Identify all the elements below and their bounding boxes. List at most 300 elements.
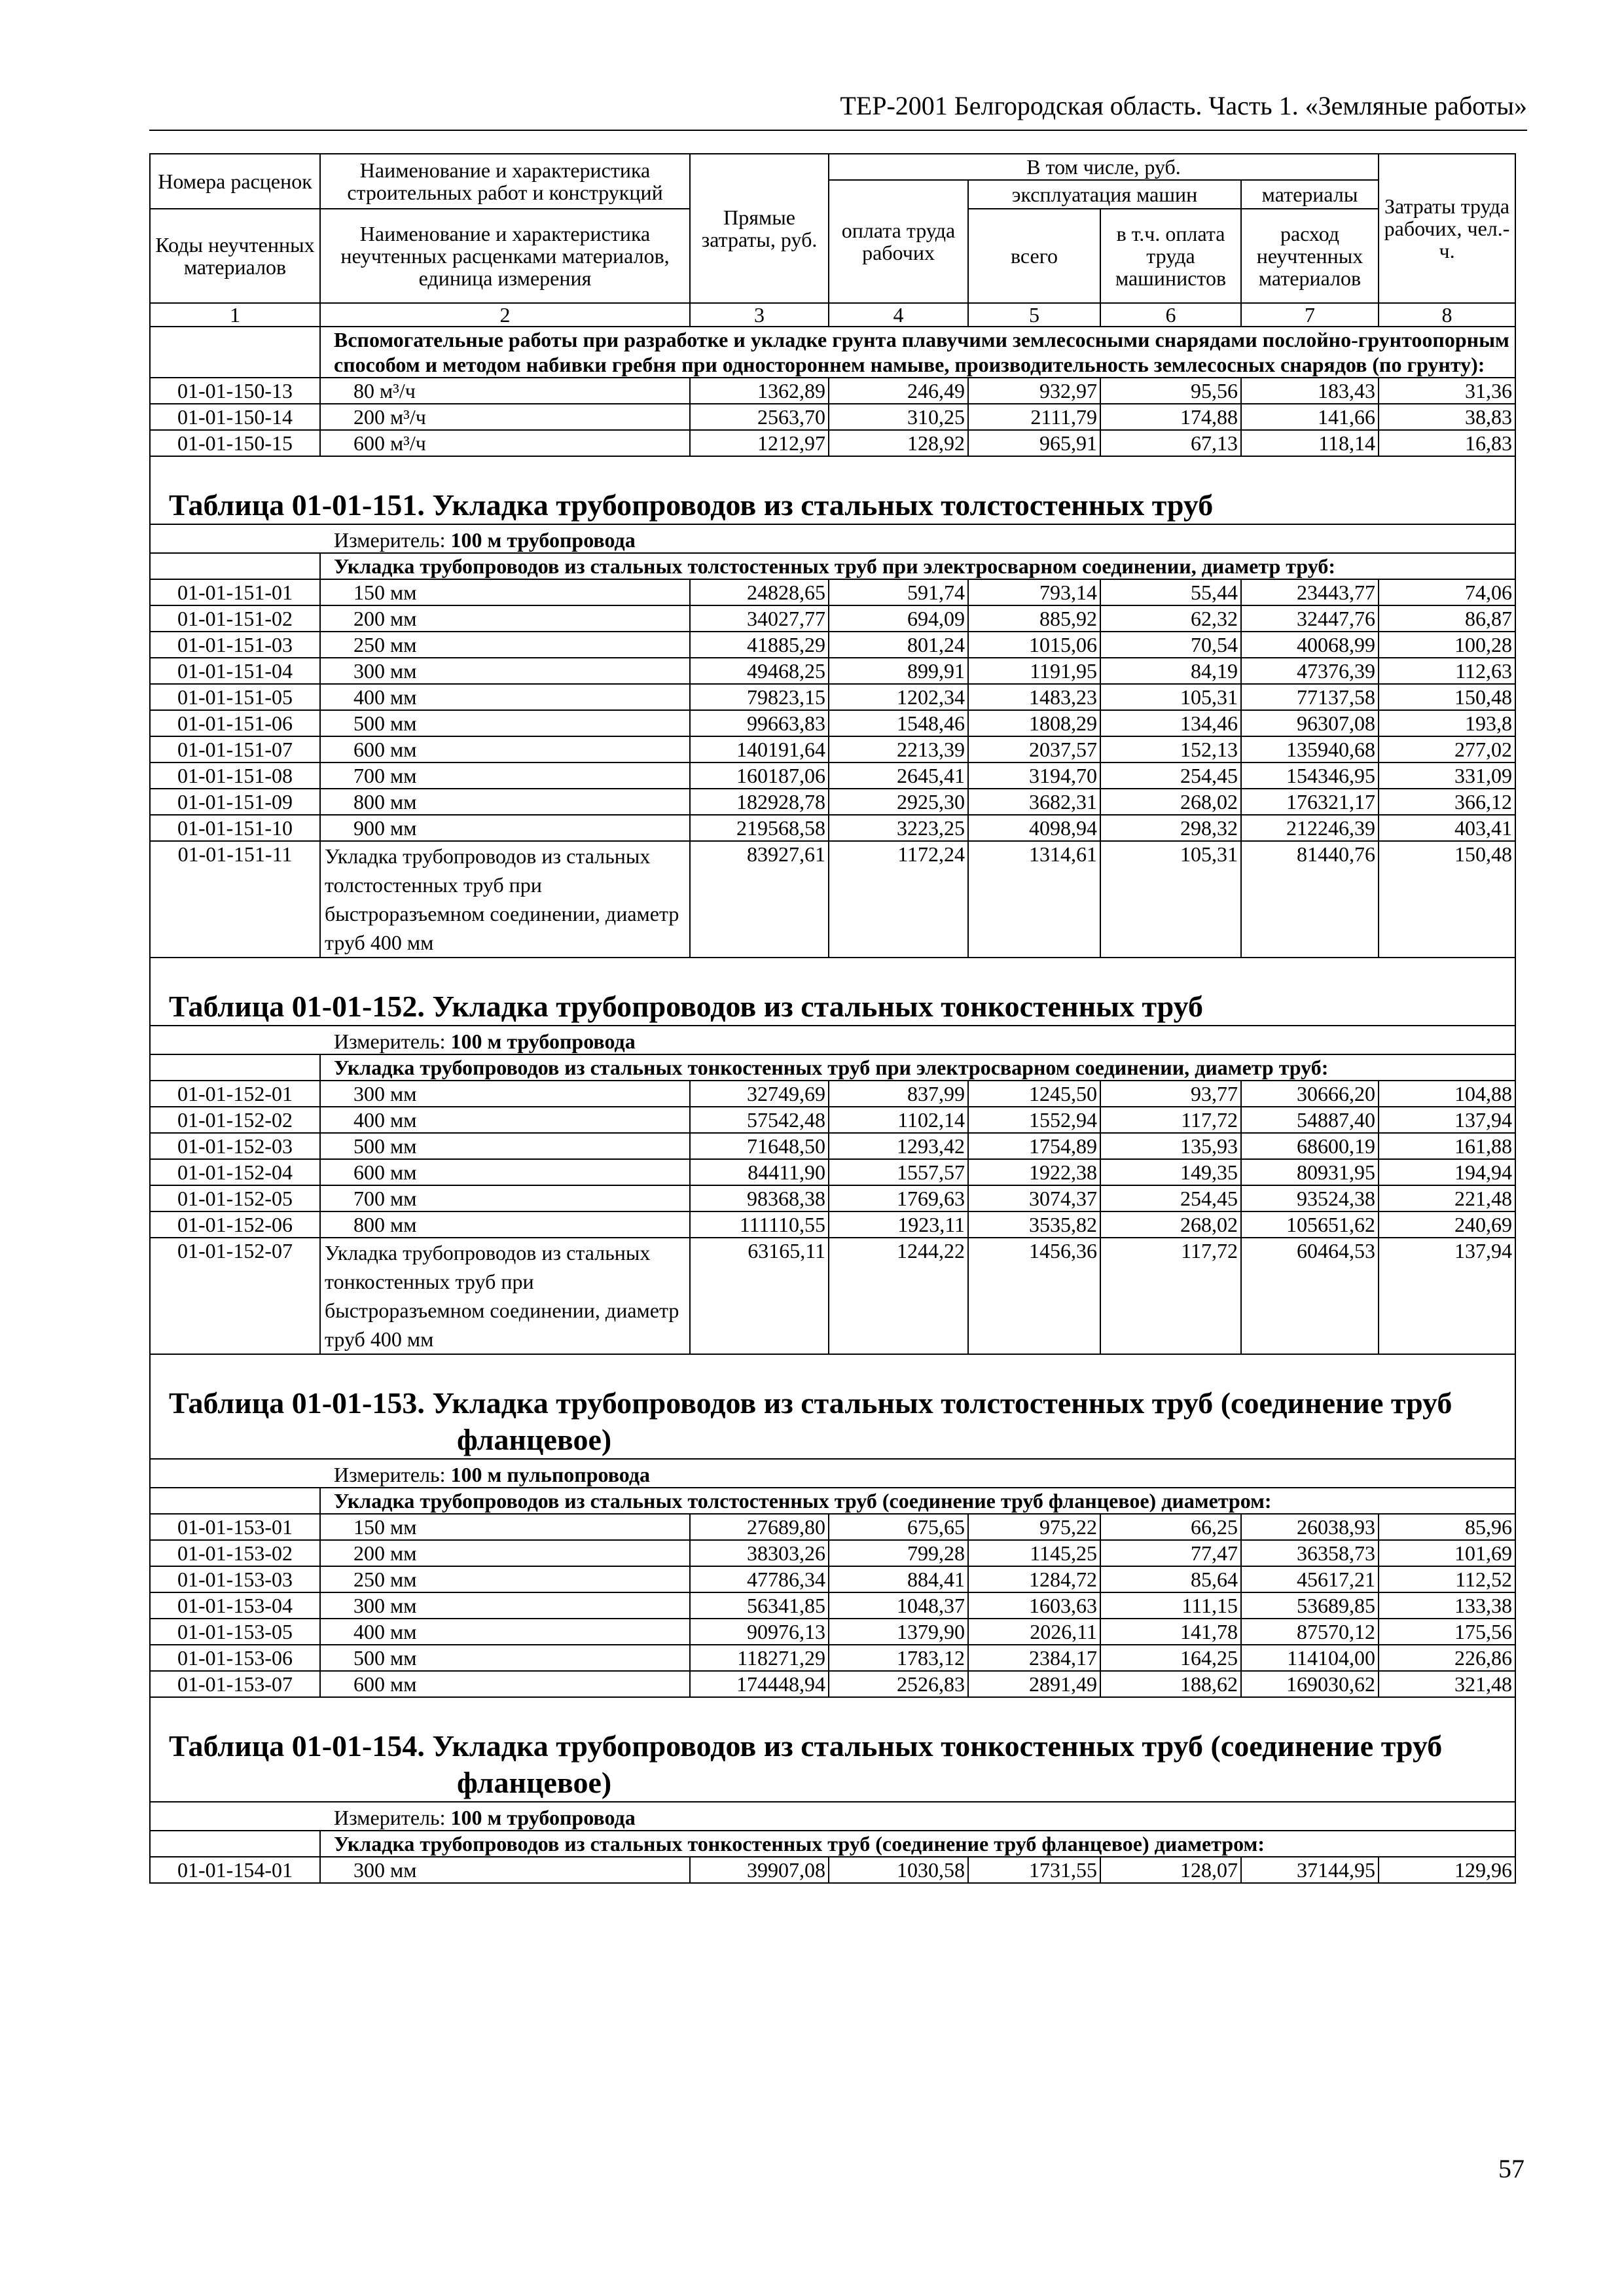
worker-wages: 2645,41	[829, 762, 968, 789]
machines-total: 1808,29	[968, 710, 1100, 736]
labor-hours: 194,94	[1379, 1159, 1515, 1185]
materials-cost: 135940,68	[1241, 736, 1379, 762]
labor-hours: 112,52	[1379, 1566, 1515, 1592]
rate-code: 01-01-151-01	[150, 579, 320, 605]
worker-wages: 1244,22	[829, 1238, 968, 1354]
rate-code: 01-01-152-04	[150, 1159, 320, 1185]
machinist-wages: 93,77	[1100, 1081, 1241, 1107]
column-number: 7	[1241, 303, 1379, 327]
direct-costs: 84411,90	[690, 1159, 829, 1185]
machines-total: 3194,70	[968, 762, 1100, 789]
rate-code: 01-01-153-06	[150, 1645, 320, 1671]
labor-hours: 240,69	[1379, 1211, 1515, 1238]
work-name: 500 мм	[320, 710, 690, 736]
work-name: 600 мм	[320, 1159, 690, 1185]
labor-hours: 226,86	[1379, 1645, 1515, 1671]
direct-costs: 174448,94	[690, 1671, 829, 1697]
rate-code: 01-01-152-05	[150, 1185, 320, 1211]
direct-costs: 1362,89	[690, 378, 829, 404]
machines-total: 965,91	[968, 430, 1100, 456]
table-row	[150, 404, 1515, 430]
labor-hours: 104,88	[1379, 1081, 1515, 1107]
header-direct-costs: Прямые затраты, руб.	[690, 154, 829, 303]
machines-total: 1922,38	[968, 1159, 1100, 1185]
work-name: 500 мм	[320, 1645, 690, 1671]
work-name: 300 мм	[320, 1857, 690, 1883]
measure-row	[150, 1459, 1515, 1488]
rate-code: 01-01-153-03	[150, 1566, 320, 1592]
machines-total: 1284,72	[968, 1566, 1100, 1592]
machines-total: 3682,31	[968, 789, 1100, 815]
table-row	[150, 1592, 1515, 1619]
table-row	[150, 1185, 1515, 1211]
machinist-wages: 105,31	[1100, 841, 1241, 958]
work-name: 300 мм	[320, 1081, 690, 1107]
table-row	[150, 762, 1515, 789]
table-row	[150, 378, 1515, 404]
labor-hours: 16,83	[1379, 430, 1515, 456]
worker-wages: 1783,12	[829, 1645, 968, 1671]
worker-wages: 2526,83	[829, 1671, 968, 1697]
header-machine-operation: эксплуатация машин	[968, 180, 1241, 209]
work-name: 600 м³/ч	[320, 430, 690, 456]
machines-total: 4098,94	[968, 815, 1100, 841]
worker-wages: 675,65	[829, 1514, 968, 1540]
direct-costs: 219568,58	[690, 815, 829, 841]
work-name: Укладка трубопроводов из стальных тонкостенных труб при быстроразъемном соединении, диаметр труб 400 мм	[320, 1238, 690, 1354]
rate-code: 01-01-151-06	[150, 710, 320, 736]
rate-code: 01-01-151-08	[150, 762, 320, 789]
work-name: 500 мм	[320, 1133, 690, 1159]
materials-cost: 105651,62	[1241, 1211, 1379, 1238]
direct-costs: 63165,11	[690, 1238, 829, 1354]
rate-code: 01-01-151-07	[150, 736, 320, 762]
measure-cell	[150, 1026, 1515, 1054]
table-title: Таблица 01-01-154. Укладка трубопроводов из стальных тонкостенных труб (соединение труб фланцевое)	[169, 1729, 1443, 1799]
direct-costs: 98368,38	[690, 1185, 829, 1211]
table-row	[150, 1619, 1515, 1645]
rate-code: 01-01-151-03	[150, 632, 320, 658]
worker-wages: 799,28	[829, 1540, 968, 1566]
work-name: 400 мм	[320, 684, 690, 710]
machinist-wages: 298,32	[1100, 815, 1241, 841]
header-material-names: Наименование и характеристика неучтенных расценками материалов, единица измерения	[320, 209, 690, 303]
machinist-wages: 149,35	[1100, 1159, 1241, 1185]
labor-hours: 403,41	[1379, 815, 1515, 841]
group-title: Укладка трубопроводов из стальных толстостенных труб (соединение труб фланцевое) диаметром:	[320, 1488, 1515, 1514]
header-labor-costs: Затраты труда рабочих, чел.-ч.	[1379, 154, 1515, 303]
labor-hours: 137,94	[1379, 1238, 1515, 1354]
labor-hours: 221,48	[1379, 1185, 1515, 1211]
direct-costs: 39907,08	[690, 1857, 829, 1883]
rate-code: 01-01-153-07	[150, 1671, 320, 1697]
labor-hours: 38,83	[1379, 404, 1515, 430]
table-row	[150, 1081, 1515, 1107]
measure-cell	[150, 1459, 1515, 1488]
labor-hours: 101,69	[1379, 1540, 1515, 1566]
rate-code: 01-01-152-02	[150, 1107, 320, 1133]
column-numbers-row	[150, 303, 1515, 327]
worker-wages: 246,49	[829, 378, 968, 404]
work-name: 800 мм	[320, 789, 690, 815]
rate-code: 01-01-153-01	[150, 1514, 320, 1540]
machinist-wages: 134,46	[1100, 710, 1241, 736]
table-title-cell	[150, 958, 1515, 1026]
labor-hours: 129,96	[1379, 1857, 1515, 1883]
table-row	[150, 605, 1515, 632]
machinist-wages: 135,93	[1100, 1133, 1241, 1159]
direct-costs: 140191,64	[690, 736, 829, 762]
rate-code: 01-01-151-02	[150, 605, 320, 632]
header-rate-numbers: Номера расценок	[150, 154, 320, 209]
header-machines-total: всего	[968, 209, 1100, 303]
direct-costs: 118271,29	[690, 1645, 829, 1671]
group-title-spacer	[150, 1488, 320, 1514]
table-title-row	[150, 1354, 1515, 1459]
table-row	[150, 1133, 1515, 1159]
materials-cost: 118,14	[1241, 430, 1379, 456]
machinist-wages: 62,32	[1100, 605, 1241, 632]
worker-wages: 591,74	[829, 579, 968, 605]
header-rule	[149, 130, 1527, 131]
work-name: 600 мм	[320, 736, 690, 762]
column-number: 8	[1379, 303, 1515, 327]
machinist-wages: 95,56	[1100, 378, 1241, 404]
direct-costs: 47786,34	[690, 1566, 829, 1592]
measure-value: 100 м трубопровода	[450, 1806, 636, 1829]
machines-total: 793,14	[968, 579, 1100, 605]
table-row	[150, 1671, 1515, 1697]
materials-cost: 77137,58	[1241, 684, 1379, 710]
group-title-row	[150, 1488, 1515, 1514]
machinist-wages: 55,44	[1100, 579, 1241, 605]
materials-cost: 169030,62	[1241, 1671, 1379, 1697]
worker-wages: 837,99	[829, 1081, 968, 1107]
machinist-wages: 111,15	[1100, 1592, 1241, 1619]
materials-cost: 114104,00	[1241, 1645, 1379, 1671]
group-title: Укладка трубопроводов из стальных толстостенных труб при электросварном соединении, диаметр труб:	[320, 553, 1515, 579]
work-name: 600 мм	[320, 1671, 690, 1697]
materials-cost: 23443,77	[1241, 579, 1379, 605]
group-title: Вспомогательные работы при разработке и укладке грунта плавучими землесосными снарядами послойно-грунтоопорным способом и методом набивки гребня при одностороннем намыве, производительность землесосных снарядов (по грунту):	[320, 327, 1515, 378]
direct-costs: 32749,69	[690, 1081, 829, 1107]
materials-cost: 68600,19	[1241, 1133, 1379, 1159]
direct-costs: 56341,85	[690, 1592, 829, 1619]
column-number: 6	[1100, 303, 1241, 327]
measure-value: 100 м трубопровода	[450, 528, 636, 552]
header-including: В том числе, руб.	[829, 154, 1379, 180]
group-title: Укладка трубопроводов из стальных тонкостенных труб (соединение труб фланцевое) диаметром:	[320, 1831, 1515, 1857]
machinist-wages: 66,25	[1100, 1514, 1241, 1540]
direct-costs: 27689,80	[690, 1514, 829, 1540]
measure-label: Измеритель:	[334, 528, 446, 552]
table-row	[150, 430, 1515, 456]
table-row	[150, 1159, 1515, 1185]
rate-code: 01-01-153-02	[150, 1540, 320, 1566]
page-number: 57	[1498, 2154, 1525, 2183]
measure-label: Измеритель:	[334, 1030, 446, 1053]
machinist-wages: 77,47	[1100, 1540, 1241, 1566]
work-name: Укладка трубопроводов из стальных толстостенных труб при быстроразъемном соединении, диаметр труб 400 мм	[320, 841, 690, 958]
table-title-row	[150, 1697, 1515, 1802]
worker-wages: 1202,34	[829, 684, 968, 710]
table-row	[150, 710, 1515, 736]
table-row	[150, 1540, 1515, 1566]
work-name: 700 мм	[320, 762, 690, 789]
worker-wages: 2213,39	[829, 736, 968, 762]
machines-total: 1145,25	[968, 1540, 1100, 1566]
table-row	[150, 1566, 1515, 1592]
table-row	[150, 736, 1515, 762]
direct-costs: 79823,15	[690, 684, 829, 710]
table-row	[150, 1857, 1515, 1883]
materials-cost: 176321,17	[1241, 789, 1379, 815]
rate-code: 01-01-153-05	[150, 1619, 320, 1645]
materials-cost: 60464,53	[1241, 1238, 1379, 1354]
worker-wages: 801,24	[829, 632, 968, 658]
machinist-wages: 84,19	[1100, 658, 1241, 684]
rate-code: 01-01-151-05	[150, 684, 320, 710]
header-worker-wages: оплата труда рабочих	[829, 180, 968, 303]
machines-total: 2111,79	[968, 404, 1100, 430]
labor-hours: 137,94	[1379, 1107, 1515, 1133]
machines-total: 2037,57	[968, 736, 1100, 762]
work-name: 200 м³/ч	[320, 404, 690, 430]
worker-wages: 2925,30	[829, 789, 968, 815]
rate-code: 01-01-150-14	[150, 404, 320, 430]
table-row	[150, 658, 1515, 684]
work-name: 400 мм	[320, 1619, 690, 1645]
work-name: 800 мм	[320, 1211, 690, 1238]
machines-total: 1314,61	[968, 841, 1100, 958]
direct-costs: 41885,29	[690, 632, 829, 658]
worker-wages: 694,09	[829, 605, 968, 632]
machinist-wages: 117,72	[1100, 1238, 1241, 1354]
work-name: 300 мм	[320, 1592, 690, 1619]
work-name: 700 мм	[320, 1185, 690, 1211]
table-title-row	[150, 958, 1515, 1026]
machines-total: 1456,36	[968, 1238, 1100, 1354]
machinist-wages: 85,64	[1100, 1566, 1241, 1592]
rate-code: 01-01-152-06	[150, 1211, 320, 1238]
direct-costs: 111110,55	[690, 1211, 829, 1238]
labor-hours: 150,48	[1379, 684, 1515, 710]
rates-table-area	[149, 153, 1515, 1884]
work-name: 200 мм	[320, 605, 690, 632]
worker-wages: 1769,63	[829, 1185, 968, 1211]
materials-cost: 93524,38	[1241, 1185, 1379, 1211]
labor-hours: 31,36	[1379, 378, 1515, 404]
direct-costs: 83927,61	[690, 841, 829, 958]
header-material-codes: Коды неучтенных материалов	[150, 209, 320, 303]
labor-hours: 150,48	[1379, 841, 1515, 958]
materials-cost: 45617,21	[1241, 1566, 1379, 1592]
materials-cost: 47376,39	[1241, 658, 1379, 684]
machinist-wages: 67,13	[1100, 430, 1241, 456]
materials-cost: 183,43	[1241, 378, 1379, 404]
table-title: Таблица 01-01-153. Укладка трубопроводов из стальных толстостенных труб (соединение труб фланцевое)	[169, 1386, 1453, 1456]
machinist-wages: 70,54	[1100, 632, 1241, 658]
worker-wages: 1172,24	[829, 841, 968, 958]
work-name: 80 м³/ч	[320, 378, 690, 404]
worker-wages: 128,92	[829, 430, 968, 456]
rates-table	[149, 153, 1516, 1884]
table-row	[150, 1107, 1515, 1133]
work-name: 150 мм	[320, 579, 690, 605]
table-row	[150, 1645, 1515, 1671]
rate-code: 01-01-154-01	[150, 1857, 320, 1883]
direct-costs: 24828,65	[690, 579, 829, 605]
table-row	[150, 579, 1515, 605]
measure-value: 100 м трубопровода	[450, 1030, 636, 1053]
work-name: 400 мм	[320, 1107, 690, 1133]
measure-value: 100 м пульпопровода	[450, 1463, 651, 1486]
table-row	[150, 841, 1515, 958]
machines-total: 885,92	[968, 605, 1100, 632]
column-number: 5	[968, 303, 1100, 327]
machinist-wages: 254,45	[1100, 1185, 1241, 1211]
direct-costs: 1212,97	[690, 430, 829, 456]
materials-cost: 40068,99	[1241, 632, 1379, 658]
labor-hours: 175,56	[1379, 1619, 1515, 1645]
rate-code: 01-01-152-03	[150, 1133, 320, 1159]
materials-cost: 30666,20	[1241, 1081, 1379, 1107]
table-title-cell	[150, 1354, 1515, 1459]
worker-wages: 1048,37	[829, 1592, 968, 1619]
machinist-wages: 268,02	[1100, 789, 1241, 815]
running-header: ТЕР-2001 Белгородская область. Часть 1. «Земляные работы»	[840, 91, 1527, 120]
materials-cost: 37144,95	[1241, 1857, 1379, 1883]
table-row	[150, 632, 1515, 658]
direct-costs: 2563,70	[690, 404, 829, 430]
worker-wages: 899,91	[829, 658, 968, 684]
table-row	[150, 789, 1515, 815]
machinist-wages: 164,25	[1100, 1645, 1241, 1671]
header-machinist-wages: в т.ч. оплата труда машинистов	[1100, 209, 1241, 303]
materials-cost: 36358,73	[1241, 1540, 1379, 1566]
machines-total: 1603,63	[968, 1592, 1100, 1619]
machines-total: 1731,55	[968, 1857, 1100, 1883]
measure-cell	[150, 1802, 1515, 1831]
machinist-wages: 128,07	[1100, 1857, 1241, 1883]
machinist-wages: 174,88	[1100, 404, 1241, 430]
worker-wages: 1379,90	[829, 1619, 968, 1645]
work-name: 900 мм	[320, 815, 690, 841]
work-name: 150 мм	[320, 1514, 690, 1540]
group-title: Укладка трубопроводов из стальных тонкостенных труб при электросварном соединении, диаметр труб:	[320, 1054, 1515, 1081]
machines-total: 975,22	[968, 1514, 1100, 1540]
labor-hours: 100,28	[1379, 632, 1515, 658]
materials-cost: 26038,93	[1241, 1514, 1379, 1540]
work-name: 300 мм	[320, 658, 690, 684]
machines-total: 1245,50	[968, 1081, 1100, 1107]
machinist-wages: 141,78	[1100, 1619, 1241, 1645]
table-title: Таблица 01-01-152. Укладка трубопроводов из стальных тонкостенных труб	[169, 990, 1204, 1023]
direct-costs: 57542,48	[690, 1107, 829, 1133]
machinist-wages: 105,31	[1100, 684, 1241, 710]
labor-hours: 133,38	[1379, 1592, 1515, 1619]
group-title-spacer	[150, 553, 320, 579]
table-row	[150, 815, 1515, 841]
worker-wages: 1030,58	[829, 1857, 968, 1883]
direct-costs: 182928,78	[690, 789, 829, 815]
table-row	[150, 684, 1515, 710]
rate-code: 01-01-153-04	[150, 1592, 320, 1619]
machines-total: 1015,06	[968, 632, 1100, 658]
rate-code: 01-01-151-10	[150, 815, 320, 841]
machinist-wages: 188,62	[1100, 1671, 1241, 1697]
machines-total: 3074,37	[968, 1185, 1100, 1211]
group-title-row	[150, 1054, 1515, 1081]
worker-wages: 884,41	[829, 1566, 968, 1592]
column-number: 3	[690, 303, 829, 327]
labor-hours: 112,63	[1379, 658, 1515, 684]
worker-wages: 310,25	[829, 404, 968, 430]
group-title-spacer	[150, 1054, 320, 1081]
direct-costs: 90976,13	[690, 1619, 829, 1645]
measure-row	[150, 1026, 1515, 1054]
column-number: 2	[320, 303, 690, 327]
table-title-cell	[150, 1697, 1515, 1802]
labor-hours: 86,87	[1379, 605, 1515, 632]
materials-cost: 212246,39	[1241, 815, 1379, 841]
rate-code: 01-01-150-13	[150, 378, 320, 404]
worker-wages: 1102,14	[829, 1107, 968, 1133]
table-row	[150, 1211, 1515, 1238]
work-name: 250 мм	[320, 632, 690, 658]
machinist-wages: 254,45	[1100, 762, 1241, 789]
materials-cost: 53689,85	[1241, 1592, 1379, 1619]
column-number: 1	[150, 303, 320, 327]
rate-code: 01-01-151-11	[150, 841, 320, 958]
table-title-row	[150, 456, 1515, 524]
machines-total: 2384,17	[968, 1645, 1100, 1671]
materials-cost: 54887,40	[1241, 1107, 1379, 1133]
worker-wages: 1548,46	[829, 710, 968, 736]
worker-wages: 1923,11	[829, 1211, 968, 1238]
machines-total: 932,97	[968, 378, 1100, 404]
labor-hours: 321,48	[1379, 1671, 1515, 1697]
table-title-cell	[150, 456, 1515, 524]
machinist-wages: 268,02	[1100, 1211, 1241, 1238]
labor-hours: 193,8	[1379, 710, 1515, 736]
rate-code: 01-01-150-15	[150, 430, 320, 456]
worker-wages: 1293,42	[829, 1133, 968, 1159]
materials-cost: 87570,12	[1241, 1619, 1379, 1645]
machines-total: 1191,95	[968, 658, 1100, 684]
table-body	[150, 327, 1515, 1883]
measure-row	[150, 524, 1515, 553]
materials-cost: 141,66	[1241, 404, 1379, 430]
machines-total: 2026,11	[968, 1619, 1100, 1645]
measure-cell	[150, 524, 1515, 553]
direct-costs: 38303,26	[690, 1540, 829, 1566]
machines-total: 1552,94	[968, 1107, 1100, 1133]
table-row	[150, 1514, 1515, 1540]
measure-row	[150, 1802, 1515, 1831]
rate-code: 01-01-151-09	[150, 789, 320, 815]
machines-total: 1483,23	[968, 684, 1100, 710]
rate-code: 01-01-152-07	[150, 1238, 320, 1354]
materials-cost: 154346,95	[1241, 762, 1379, 789]
direct-costs: 34027,77	[690, 605, 829, 632]
header-unaccounted-materials: расход неучтенных материалов	[1241, 209, 1379, 303]
materials-cost: 81440,76	[1241, 841, 1379, 958]
direct-costs: 160187,06	[690, 762, 829, 789]
column-number: 4	[829, 303, 968, 327]
table-title: Таблица 01-01-151. Укладка трубопроводов из стальных толстостенных труб	[169, 488, 1214, 522]
worker-wages: 1557,57	[829, 1159, 968, 1185]
